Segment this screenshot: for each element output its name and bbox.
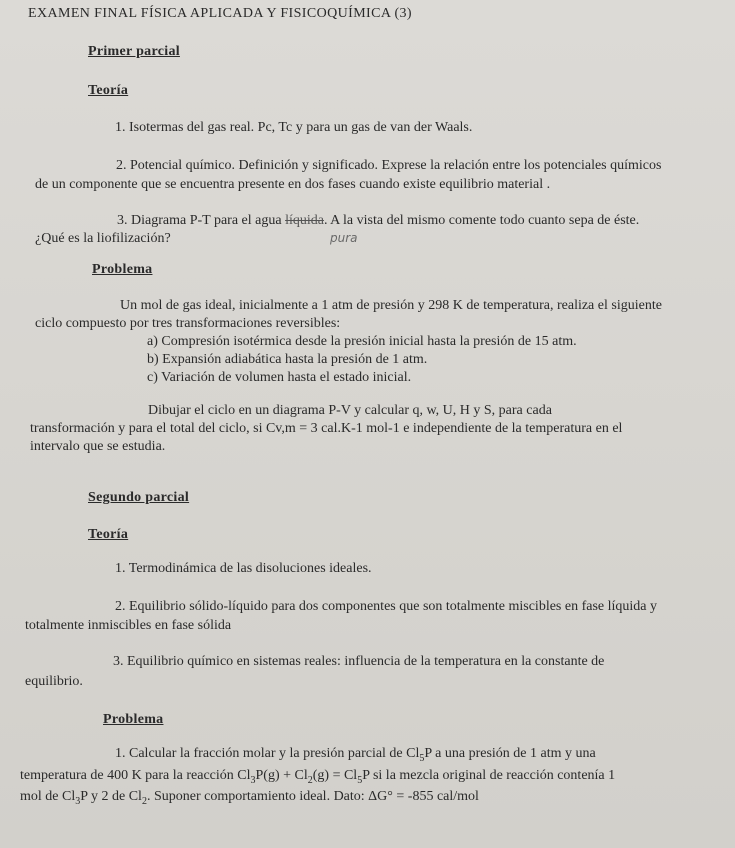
sp-l2-d: P si la mezcla original de reacción contenía 1: [362, 768, 616, 783]
segundo-parcial-heading: Segundo parcial: [88, 490, 190, 505]
primer-problema-line-d2: transformación y para el total del ciclo, si Cv,m = 3 cal.K-1 mol-1 e independiente de la temperatura en el: [30, 421, 623, 436]
primer-teoria-heading: Teoría: [88, 83, 129, 98]
sp-l3-s2: 2: [141, 795, 147, 807]
sp-l2-s2: 2: [307, 774, 313, 786]
q3-strikethrough-word: líquida: [285, 213, 324, 228]
primer-problema-item-a: a) Compresión isotérmica desde la presión inicial hasta la presión de 15 atm.: [147, 334, 577, 349]
sp-l2-a: temperatura de 400 K para la reacción Cl: [20, 768, 251, 783]
sp-l1-b: P a una presión de 1 atm y una: [424, 746, 596, 761]
q3-text-a: 3. Diagrama P-T para el agua: [117, 213, 286, 228]
segundo-teoria-q3-line1: 3. Equilibrio químico en sistemas reales: influencia de la temperatura en la constante de: [113, 654, 605, 669]
handwritten-note: pura: [330, 231, 358, 245]
segundo-problema-line3: [20, 789, 479, 805]
sp-l2-s3: 5: [357, 774, 363, 786]
primer-teoria-q1: 1. Isotermas del gas real. Pc, Tc y para un gas de van der Waals.: [115, 120, 473, 135]
sp-l3-c: . Suponer comportamiento ideal. Dato: ΔG° = -855 cal/mol: [146, 789, 479, 804]
primer-problema-line1: Un mol de gas ideal, inicialmente a 1 atm de presión y 298 K de temperatura, realiza el siguiente: [120, 298, 662, 313]
segundo-problema-line2: [20, 768, 615, 784]
sp-l2-b: P(g) + Cl: [255, 768, 308, 783]
primer-problema-item-b: b) Expansión adiabática hasta la presión de 1 atm.: [147, 352, 428, 367]
sp-l1-sub: 5: [419, 752, 425, 764]
primer-teoria-q3-line1: [117, 213, 639, 229]
segundo-teoria-heading: Teoría: [88, 527, 129, 542]
sp-l3-s1: 3: [75, 795, 81, 807]
segundo-teoria-q2-line2: totalmente inmiscibles en fase sólida: [25, 618, 232, 633]
segundo-teoria-q1: 1. Termodinámica de las disoluciones ideales.: [115, 561, 372, 576]
primer-problema-heading: Problema: [92, 262, 153, 277]
segundo-problema-line1: [115, 746, 596, 762]
primer-teoria-q3-line2: ¿Qué es la liofilización?: [35, 231, 171, 246]
sp-l1-a: 1. Calcular la fracción molar y la presión parcial de Cl: [115, 746, 420, 761]
primer-problema-item-c: c) Variación de volumen hasta el estado inicial.: [147, 370, 412, 385]
exam-title: EXAMEN FINAL FÍSICA APLICADA Y FISICOQUÍMICA (3): [28, 6, 412, 21]
segundo-teoria-q3-line2: equilibrio.: [25, 674, 83, 689]
primer-teoria-q2-line2: de un componente que se encuentra presente en dos fases cuando existe equilibrio material .: [35, 177, 551, 192]
sp-l2-s1: 3: [250, 774, 256, 786]
sp-l3-a: mol de Cl: [20, 789, 76, 804]
primer-problema-line-d3: intervalo que se estudia.: [30, 439, 166, 454]
sp-l2-c: (g) = Cl: [312, 768, 358, 783]
q3-text-b: . A la vista del mismo comente todo cuanto sepa de éste.: [323, 213, 640, 228]
primer-parcial-heading: Primer parcial: [88, 44, 180, 59]
primer-teoria-q2-line1: 2. Potencial químico. Definición y significado. Exprese la relación entre los potenciales químicos: [116, 158, 662, 173]
segundo-teoria-q2-line1: 2. Equilibrio sólido-líquido para dos componentes que son totalmente miscibles en fase líquida y: [115, 599, 658, 614]
sp-l3-b: P y 2 de Cl: [80, 789, 142, 804]
primer-problema-line2: ciclo compuesto por tres transformaciones reversibles:: [35, 316, 341, 331]
segundo-problema-heading: Problema: [103, 712, 164, 727]
primer-problema-line-d1: Dibujar el ciclo en un diagrama P-V y calcular q, w, U, H y S, para cada: [148, 403, 552, 418]
